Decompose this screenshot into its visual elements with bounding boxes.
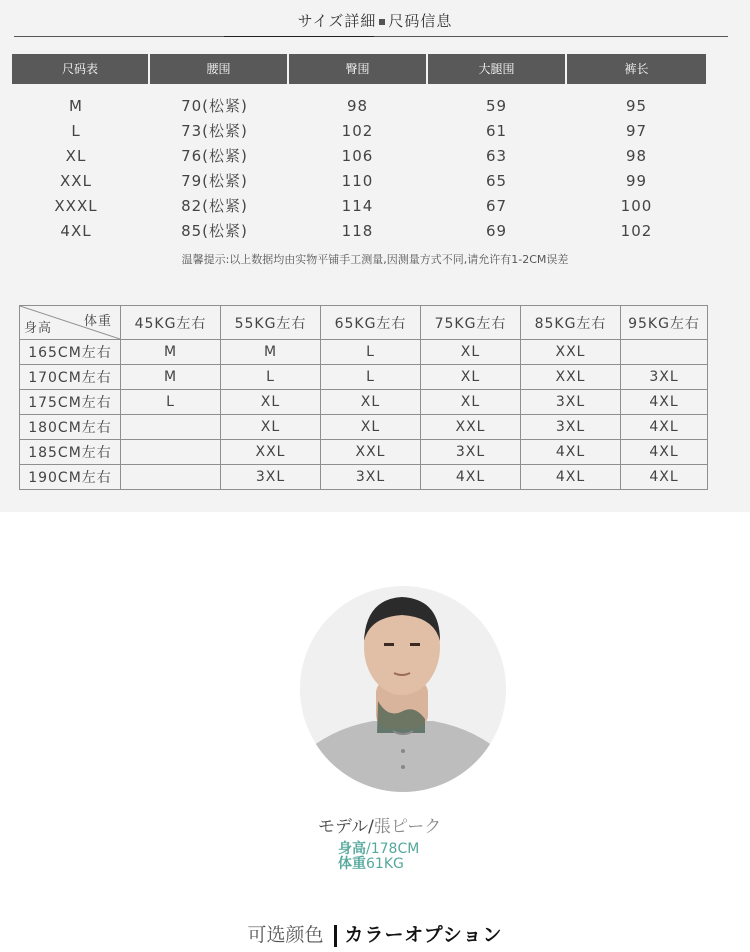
cell-size: M xyxy=(69,97,83,115)
size-cell: XXL xyxy=(521,340,621,365)
measurement-note: 温馨提示:以上数据均由实物平铺手工测量,因测量方式不同,请允许有1-2CM误差 xyxy=(181,253,569,266)
size-row xyxy=(12,169,708,194)
size-row xyxy=(12,194,708,219)
title-divider xyxy=(14,36,728,37)
cell-size: XXXL xyxy=(54,197,98,215)
size-cell: XL xyxy=(421,365,521,390)
color-option-jp: カラーオプション xyxy=(344,924,503,946)
weight-header: 45KG左右 xyxy=(121,306,221,340)
size-cell: L xyxy=(121,390,221,415)
fit-row xyxy=(20,340,708,365)
corner-weight-label: 体重 xyxy=(83,314,112,329)
cell-thigh: 59 xyxy=(485,97,508,115)
model-stats xyxy=(338,842,419,872)
cell-waist: 79(松紧) xyxy=(181,172,248,190)
cell-length: 99 xyxy=(625,172,648,190)
weight-header: 85KG左右 xyxy=(521,306,621,340)
height-weight-fit-table xyxy=(19,305,708,490)
cell-hip: 98 xyxy=(346,97,369,115)
cell-hip: 114 xyxy=(341,197,374,215)
weight-header: 55KG左右 xyxy=(221,306,321,340)
fit-row xyxy=(20,390,708,415)
size-cell: 4XL xyxy=(521,440,621,465)
model-portrait xyxy=(298,581,508,803)
height-cell: 190CM左右 xyxy=(20,465,121,490)
cell-waist: 85(松紧) xyxy=(181,222,248,240)
size-cell: 3XL xyxy=(321,465,421,490)
size-cell xyxy=(121,415,221,440)
height-cell: 185CM左右 xyxy=(20,440,121,465)
size-cell: 4XL xyxy=(621,415,708,440)
height-cell: 165CM左右 xyxy=(20,340,121,365)
fit-row xyxy=(20,465,708,490)
size-cell: 4XL xyxy=(521,465,621,490)
cell-hip: 110 xyxy=(341,172,374,190)
fit-row xyxy=(20,365,708,390)
cell-thigh: 63 xyxy=(485,147,508,165)
cell-waist: 73(松紧) xyxy=(181,122,248,140)
size-cell: 4XL xyxy=(621,390,708,415)
size-cell: L xyxy=(321,365,421,390)
color-option-cn: 可选颜色 xyxy=(247,924,324,946)
size-chart-title xyxy=(0,10,750,31)
cell-thigh: 61 xyxy=(485,122,508,140)
weight-header: 65KG左右 xyxy=(321,306,421,340)
cell-hip: 118 xyxy=(341,222,374,240)
cell-size: 4XL xyxy=(60,222,92,240)
cell-length: 102 xyxy=(620,222,653,240)
model-label: モデル/ xyxy=(318,817,374,837)
size-row xyxy=(12,219,708,244)
size-cell: 3XL xyxy=(521,390,621,415)
color-option-heading xyxy=(0,920,750,947)
size-cell: 3XL xyxy=(421,440,521,465)
weight-header: 95KG左右 xyxy=(621,306,708,340)
size-cell: 4XL xyxy=(621,440,708,465)
size-row xyxy=(12,144,708,169)
fit-row xyxy=(20,415,708,440)
height-cell: 175CM左右 xyxy=(20,390,121,415)
fit-row xyxy=(20,440,708,465)
fit-header-row xyxy=(20,306,708,340)
height-value: /178CM xyxy=(366,841,420,857)
vertical-bar-icon xyxy=(334,925,337,947)
cell-size: L xyxy=(71,122,81,140)
size-cell: 4XL xyxy=(621,465,708,490)
size-cell: 4XL xyxy=(421,465,521,490)
size-row xyxy=(12,94,708,119)
size-cell: XL xyxy=(221,390,321,415)
weight-header: 75KG左右 xyxy=(421,306,521,340)
size-row xyxy=(12,119,708,144)
size-cell xyxy=(121,465,221,490)
size-cell: XXL xyxy=(521,365,621,390)
height-label: 身高 xyxy=(338,841,366,857)
cell-thigh: 65 xyxy=(485,172,508,190)
size-cell: XL xyxy=(221,415,321,440)
size-cell xyxy=(621,340,708,365)
size-cell: 3XL xyxy=(521,415,621,440)
size-cell: M xyxy=(121,365,221,390)
cell-waist: 70(松紧) xyxy=(181,97,248,115)
size-cell xyxy=(121,440,221,465)
cell-size: XL xyxy=(65,147,87,165)
size-chart-header xyxy=(12,54,708,84)
weight-value: 61KG xyxy=(366,856,404,872)
cell-length: 97 xyxy=(625,122,648,140)
model-height xyxy=(338,842,419,857)
size-cell: XL xyxy=(321,415,421,440)
size-cell: XXL xyxy=(321,440,421,465)
cell-length: 100 xyxy=(620,197,653,215)
size-cell: M xyxy=(221,340,321,365)
size-cell: XL xyxy=(421,390,521,415)
height-cell: 180CM左右 xyxy=(20,415,121,440)
size-cell: XXL xyxy=(421,415,521,440)
size-chart-body xyxy=(12,94,708,244)
cell-length: 95 xyxy=(625,97,648,115)
model-caption xyxy=(318,812,441,837)
model-name: 張ピーク xyxy=(373,817,442,837)
header-size: 尺码表 xyxy=(12,54,148,84)
title-divider-accent xyxy=(224,36,374,37)
size-cell: 3XL xyxy=(221,465,321,490)
cell-size: XXL xyxy=(60,172,92,190)
fit-corner-cell xyxy=(20,306,121,340)
cell-waist: 76(松紧) xyxy=(181,147,248,165)
size-cell: 3XL xyxy=(621,365,708,390)
square-bullet-icon xyxy=(379,19,385,25)
cell-waist: 82(松紧) xyxy=(181,197,248,215)
cell-thigh: 67 xyxy=(485,197,508,215)
title-chinese: 尺码信息 xyxy=(388,12,453,30)
cell-hip: 106 xyxy=(341,147,374,165)
header-length: 裤长 xyxy=(567,54,706,84)
size-cell: XL xyxy=(421,340,521,365)
size-cell: XXL xyxy=(221,440,321,465)
model-weight xyxy=(338,857,419,872)
header-waist: 腰围 xyxy=(150,54,287,84)
size-cell: XL xyxy=(321,390,421,415)
weight-label: 体重 xyxy=(338,856,366,872)
cell-thigh: 69 xyxy=(485,222,508,240)
size-cell: L xyxy=(221,365,321,390)
size-cell: M xyxy=(121,340,221,365)
title-japanese: サイズ詳細 xyxy=(297,12,377,30)
cell-length: 98 xyxy=(625,147,648,165)
cell-hip: 102 xyxy=(341,122,374,140)
size-cell: L xyxy=(321,340,421,365)
header-hip: 臀围 xyxy=(289,54,426,84)
height-cell: 170CM左右 xyxy=(20,365,121,390)
header-thigh: 大腿围 xyxy=(428,54,565,84)
corner-height-label: 身高 xyxy=(24,321,53,336)
